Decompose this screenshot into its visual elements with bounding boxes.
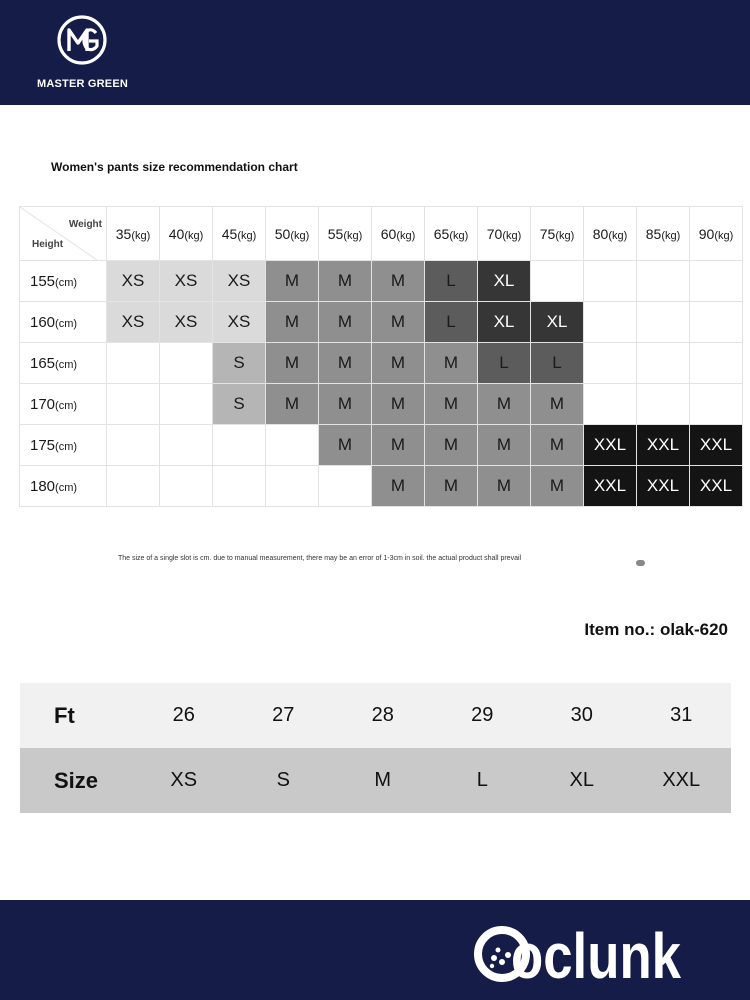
size-cell: M: [478, 384, 531, 425]
height-unit: (cm): [55, 358, 78, 371]
ft-label: Ft: [20, 683, 134, 748]
weight-axis-label: Weight: [68, 219, 102, 230]
weight-value: 40: [168, 225, 185, 242]
size-cell: XS: [107, 302, 160, 343]
empty-cell: [213, 425, 266, 466]
weight-value: 55: [327, 225, 344, 242]
size-cell: XS: [160, 261, 213, 302]
size-cell: XL: [531, 302, 584, 343]
weight-value: 60: [380, 225, 397, 242]
size-cell: M: [372, 384, 425, 425]
size-cell: M: [425, 343, 478, 384]
weight-unit: (kg): [608, 229, 628, 242]
size-cell: XL: [478, 261, 531, 302]
size-row: [20, 748, 731, 813]
size-value: XS: [134, 748, 234, 813]
empty-cell: [160, 425, 213, 466]
size-value: L: [433, 748, 533, 813]
empty-cell: [637, 384, 690, 425]
empty-cell: [637, 261, 690, 302]
size-cell: M: [372, 466, 425, 507]
weight-unit: (kg): [343, 229, 363, 242]
weight-value: 85: [645, 225, 662, 242]
size-cell: M: [531, 384, 584, 425]
size-label: Size: [20, 748, 134, 813]
ft-value: 26: [134, 683, 234, 748]
size-cell: L: [425, 302, 478, 343]
height-header: [20, 343, 107, 384]
ft-value: 27: [234, 683, 334, 748]
weight-unit: (kg): [714, 229, 734, 242]
height-value: 175: [30, 436, 56, 454]
size-cell: M: [531, 425, 584, 466]
weight-value: 70: [486, 225, 503, 242]
size-cell: L: [531, 343, 584, 384]
height-row: [20, 384, 743, 425]
height-value: 165: [30, 354, 56, 372]
empty-cell: [160, 466, 213, 507]
size-cell: M: [319, 425, 372, 466]
height-row: [20, 261, 743, 302]
size-cell: XS: [160, 302, 213, 343]
weight-unit: (kg): [502, 229, 522, 242]
ft-value: 28: [333, 683, 433, 748]
height-unit: (cm): [55, 481, 78, 494]
height-header: [20, 384, 107, 425]
footer-logo-text: oclunk: [511, 920, 682, 986]
weight-header: [690, 207, 743, 261]
size-cell: M: [319, 343, 372, 384]
height-value: 170: [30, 395, 56, 413]
size-cell: S: [213, 384, 266, 425]
weight-header: [160, 207, 213, 261]
size-cell: M: [531, 466, 584, 507]
weight-value: 75: [539, 225, 556, 242]
weight-header: [531, 207, 584, 261]
empty-cell: [107, 384, 160, 425]
size-cell: M: [266, 343, 319, 384]
weight-header-row: [20, 207, 743, 261]
size-cell: M: [372, 343, 425, 384]
size-cell: XXL: [637, 425, 690, 466]
weight-value: 45: [221, 225, 238, 242]
empty-cell: [160, 384, 213, 425]
weight-value: 90: [698, 225, 715, 242]
height-unit: (cm): [55, 317, 78, 330]
empty-cell: [531, 261, 584, 302]
weight-header: [107, 207, 160, 261]
empty-cell: [690, 343, 743, 384]
height-row: [20, 343, 743, 384]
item-number: Item no.: olak-620: [584, 620, 728, 639]
size-cell: M: [425, 466, 478, 507]
weight-header: [637, 207, 690, 261]
size-cell: M: [478, 466, 531, 507]
size-value: M: [333, 748, 433, 813]
height-value: 160: [30, 313, 56, 331]
weight-unit: (kg): [184, 229, 204, 242]
weight-unit: (kg): [555, 229, 575, 242]
empty-cell: [160, 343, 213, 384]
size-cell: M: [266, 384, 319, 425]
empty-cell: [690, 384, 743, 425]
weight-header: [372, 207, 425, 261]
size-cell: M: [319, 261, 372, 302]
weight-header: [319, 207, 372, 261]
height-unit: (cm): [55, 399, 78, 412]
empty-cell: [584, 343, 637, 384]
ft-value: 31: [632, 683, 732, 748]
measurement-note: The size of a single slot is cm. due to manual measurement, there may be an error of 1-3cm in soil. the actual product shall prevail: [118, 555, 522, 562]
empty-cell: [213, 466, 266, 507]
size-cell: XXL: [637, 466, 690, 507]
empty-cell: [107, 425, 160, 466]
size-cell: M: [478, 425, 531, 466]
chart-title: Women's pants size recommendation chart: [51, 160, 298, 174]
weight-unit: (kg): [290, 229, 310, 242]
brand-name: MASTER GREEN: [37, 78, 129, 90]
height-axis-label: Height: [32, 239, 64, 250]
weight-value: 65: [433, 225, 450, 242]
height-value: 180: [30, 477, 56, 495]
empty-cell: [107, 343, 160, 384]
weight-header: [584, 207, 637, 261]
empty-cell: [584, 302, 637, 343]
height-header: [20, 425, 107, 466]
size-cell: M: [266, 302, 319, 343]
size-cell: M: [319, 302, 372, 343]
size-cell: XXL: [690, 466, 743, 507]
size-cell: L: [425, 261, 478, 302]
weight-value: 50: [274, 225, 291, 242]
empty-cell: [637, 343, 690, 384]
weight-unit: (kg): [237, 229, 257, 242]
weight-unit: (kg): [449, 229, 469, 242]
size-cell: XS: [213, 302, 266, 343]
footer-logo: [468, 918, 730, 986]
corner-cell: [20, 207, 107, 261]
note-mark-icon: [636, 560, 645, 566]
weight-value: 35: [115, 225, 132, 242]
size-cell: M: [372, 425, 425, 466]
height-unit: (cm): [55, 276, 78, 289]
empty-cell: [690, 261, 743, 302]
size-cell: M: [425, 384, 478, 425]
weight-unit: (kg): [131, 229, 151, 242]
height-row: [20, 302, 743, 343]
fit-size-table: [20, 683, 731, 813]
ft-value: 29: [433, 683, 533, 748]
ft-row: [20, 683, 731, 748]
size-cell: XXL: [690, 425, 743, 466]
height-unit: (cm): [55, 440, 78, 453]
height-header: [20, 466, 107, 507]
empty-cell: [584, 261, 637, 302]
size-cell: XS: [213, 261, 266, 302]
ft-value: 30: [532, 683, 632, 748]
empty-cell: [266, 466, 319, 507]
height-row: [20, 466, 743, 507]
empty-cell: [107, 466, 160, 507]
height-row: [20, 425, 743, 466]
size-cell: L: [478, 343, 531, 384]
height-value: 155: [30, 272, 56, 290]
weight-header: [213, 207, 266, 261]
size-cell: XXL: [584, 425, 637, 466]
weight-header: [266, 207, 319, 261]
size-cell: XL: [478, 302, 531, 343]
empty-cell: [584, 384, 637, 425]
weight-header: [425, 207, 478, 261]
size-cell: M: [425, 425, 478, 466]
size-cell: S: [213, 343, 266, 384]
empty-cell: [637, 302, 690, 343]
height-header: [20, 261, 107, 302]
size-value: S: [234, 748, 334, 813]
size-cell: XS: [107, 261, 160, 302]
size-cell: M: [319, 384, 372, 425]
size-cell: M: [372, 302, 425, 343]
size-cell: M: [372, 261, 425, 302]
header-band: [0, 0, 750, 105]
weight-header: [478, 207, 531, 261]
brand-logo-icon: [56, 14, 108, 66]
size-value: XL: [532, 748, 632, 813]
weight-unit: (kg): [396, 229, 416, 242]
weight-unit: (kg): [661, 229, 681, 242]
height-header: [20, 302, 107, 343]
size-cell: XXL: [584, 466, 637, 507]
size-chart-table: [19, 206, 743, 507]
empty-cell: [319, 466, 372, 507]
size-cell: M: [266, 261, 319, 302]
weight-value: 80: [592, 225, 609, 242]
empty-cell: [266, 425, 319, 466]
empty-cell: [690, 302, 743, 343]
size-value: XXL: [632, 748, 732, 813]
